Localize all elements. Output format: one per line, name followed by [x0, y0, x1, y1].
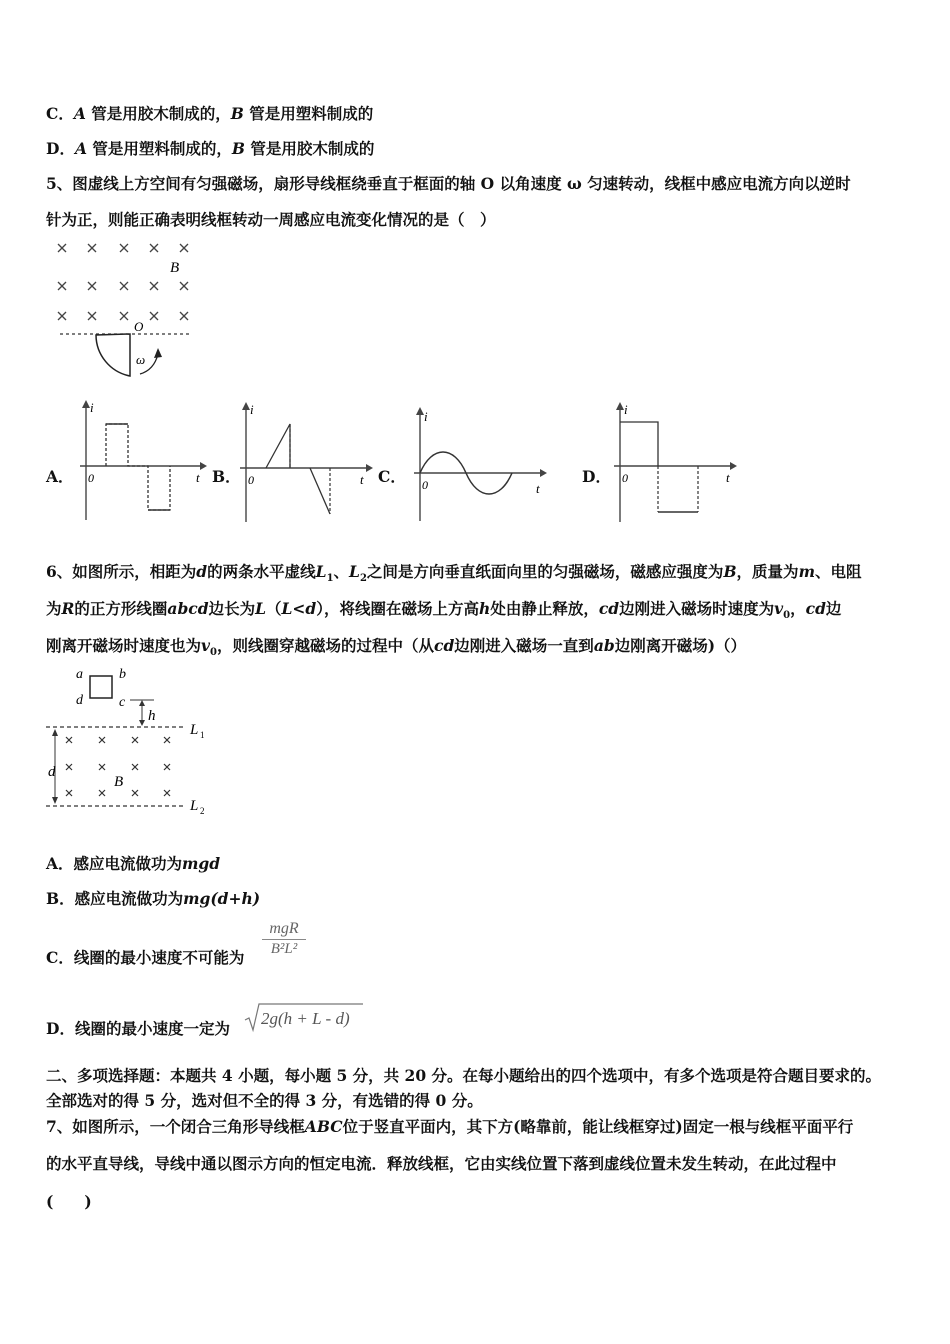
svg-text:d: d — [76, 693, 83, 708]
cross-mark — [66, 790, 72, 796]
q6-option-a: A．感应电流做功为mgd — [46, 854, 221, 873]
section2-instructions-line2: 全部选对的得 5 分，选对但不全的得 3 分，有选错的得 0 分。 — [46, 1091, 483, 1110]
svg-text:h: h — [148, 708, 156, 724]
current-curve — [106, 424, 170, 510]
q7-stem-line2: 的水平直导线，导线中通以图示方向的恒定电流．释放线框，它由实线位置下落到虚线位置未发生转动，在此过程中 — [46, 1154, 837, 1173]
cross-mark — [58, 312, 66, 320]
cross-mark — [88, 244, 96, 252]
q6-option-b: B．感应电流做功为mg(d+h) — [46, 889, 261, 908]
svg-text:0: 0 — [88, 471, 94, 485]
cross-mark — [150, 244, 158, 252]
svg-text:i: i — [424, 409, 428, 424]
cross-mark — [180, 282, 188, 290]
q5-graph-d — [612, 400, 742, 525]
svg-text:t: t — [360, 472, 364, 487]
svg-text:L: L — [190, 722, 199, 738]
svg-text:2: 2 — [200, 806, 205, 816]
cross-mark — [164, 790, 170, 796]
svg-text:B: B — [114, 774, 124, 790]
cross-mark — [99, 737, 105, 743]
cross-mark — [164, 737, 170, 743]
q5-option-a-label: A． — [46, 467, 74, 486]
cross-mark — [99, 764, 105, 770]
sector-frame — [96, 334, 130, 376]
cross-mark — [66, 737, 72, 743]
cross-mark — [120, 312, 128, 320]
svg-text:i: i — [90, 400, 94, 415]
cross-mark — [58, 282, 66, 290]
svg-text:t: t — [536, 481, 540, 496]
svg-text:0: 0 — [422, 478, 428, 492]
current-curve — [266, 424, 290, 468]
section2-instructions-line1: 二、多项选择题：本题共 4 小题，每小题 5 分，共 20 分。在每小题给出的四个选项中，有多个选项是符合题目要求的。 — [46, 1066, 882, 1085]
cross-mark — [58, 244, 66, 252]
q5-stem-line2: 针为正，则能正确表明线框转动一周感应电流变化情况的是（ ） — [46, 210, 496, 229]
svg-text:b: b — [119, 667, 126, 682]
q5-graph-b — [238, 400, 378, 525]
q6-option-d: D．线圈的最小速度一定为 — [46, 1019, 230, 1038]
q6-option-d-sqrt — [243, 1000, 368, 1034]
q5-option-c-label: C． — [378, 467, 406, 486]
q4-option-c: C．A 管是用胶木制成的，B 管是用塑料制成的 — [46, 104, 374, 123]
cross-mark — [120, 282, 128, 290]
label-B: B — [170, 260, 180, 276]
svg-text:t: t — [196, 470, 200, 485]
q7-stem-line1: 7、如图所示，一个闭合三角形导线框ABC位于竖直平面内，其下方(略靠前，能让线框穿过)固定一根与线框平面平行 — [46, 1117, 854, 1136]
q5-field-figure — [50, 238, 200, 383]
label-O: O — [134, 319, 144, 334]
cross-mark — [132, 737, 138, 743]
q6-option-c: C．线圈的最小速度不可能为 — [46, 948, 245, 967]
cross-mark — [120, 244, 128, 252]
cross-mark — [150, 312, 158, 320]
q5-graph-a — [78, 398, 208, 523]
svg-text:a: a — [76, 667, 83, 682]
cross-mark — [164, 764, 170, 770]
q5-option-b-label: B． — [212, 467, 241, 486]
q7-stem-line3: ( ) — [46, 1192, 92, 1211]
square-coil — [90, 676, 112, 698]
current-curve — [620, 422, 658, 466]
q5-option-d-label: D． — [582, 467, 611, 486]
cross-mark — [99, 790, 105, 796]
label-omega: ω — [136, 352, 146, 367]
cross-mark — [180, 244, 188, 252]
rotation-arrowhead — [154, 348, 162, 358]
cross-mark — [150, 282, 158, 290]
fraction-numerator: mgR — [269, 920, 299, 937]
fraction-denominator: B²L² — [270, 941, 298, 957]
q6-option-c-fraction — [262, 920, 306, 958]
svg-text:0: 0 — [248, 473, 254, 487]
cross-mark — [132, 790, 138, 796]
cross-mark — [88, 282, 96, 290]
q6-stem-line2: 为R的正方形线圈abcd边长为L（L<d），将线圈在磁场上方高h处由静止释放，cd边刚进入磁场时速度为$v_0$，cd边 — [46, 599, 842, 622]
svg-text:1: 1 — [200, 730, 205, 740]
q6-coil-figure — [44, 664, 219, 822]
q6-stem-line1: 6、如图所示，相距为d的两条水平虚线$L_1$、$L_2$之间是方向垂直纸面向里的匀强磁场，磁感应强度为B，质量为m、电阻 — [46, 562, 862, 585]
cross-mark — [88, 312, 96, 320]
svg-text:d: d — [48, 764, 56, 780]
q4-option-d: D．A 管是用塑料制成的，B 管是用胶木制成的 — [46, 139, 375, 158]
svg-text:i: i — [624, 402, 628, 417]
svg-text:2g(h + L - d): 2g(h + L - d) — [261, 1009, 350, 1028]
cross-mark — [180, 312, 188, 320]
cross-mark — [66, 764, 72, 770]
q5-stem-line1: 5、图虚线上方空间有匀强磁场，扇形导线框绕垂直于框面的轴 O 以角速度 ω 匀速转动，线框中感应电流方向以逆时 — [46, 174, 851, 193]
q5-graph-c — [410, 405, 550, 525]
svg-text:0: 0 — [622, 471, 628, 485]
q6-stem-line3: 刚离开磁场时速度也为$v_0$，则线圈穿越磁场的过程中（从cd边刚进入磁场一直到ab边刚离开磁场)（） — [46, 636, 747, 659]
svg-text:c: c — [119, 695, 126, 710]
svg-text:i: i — [250, 402, 254, 417]
svg-text:t: t — [726, 470, 730, 485]
svg-text:L: L — [190, 798, 199, 814]
cross-mark — [132, 764, 138, 770]
